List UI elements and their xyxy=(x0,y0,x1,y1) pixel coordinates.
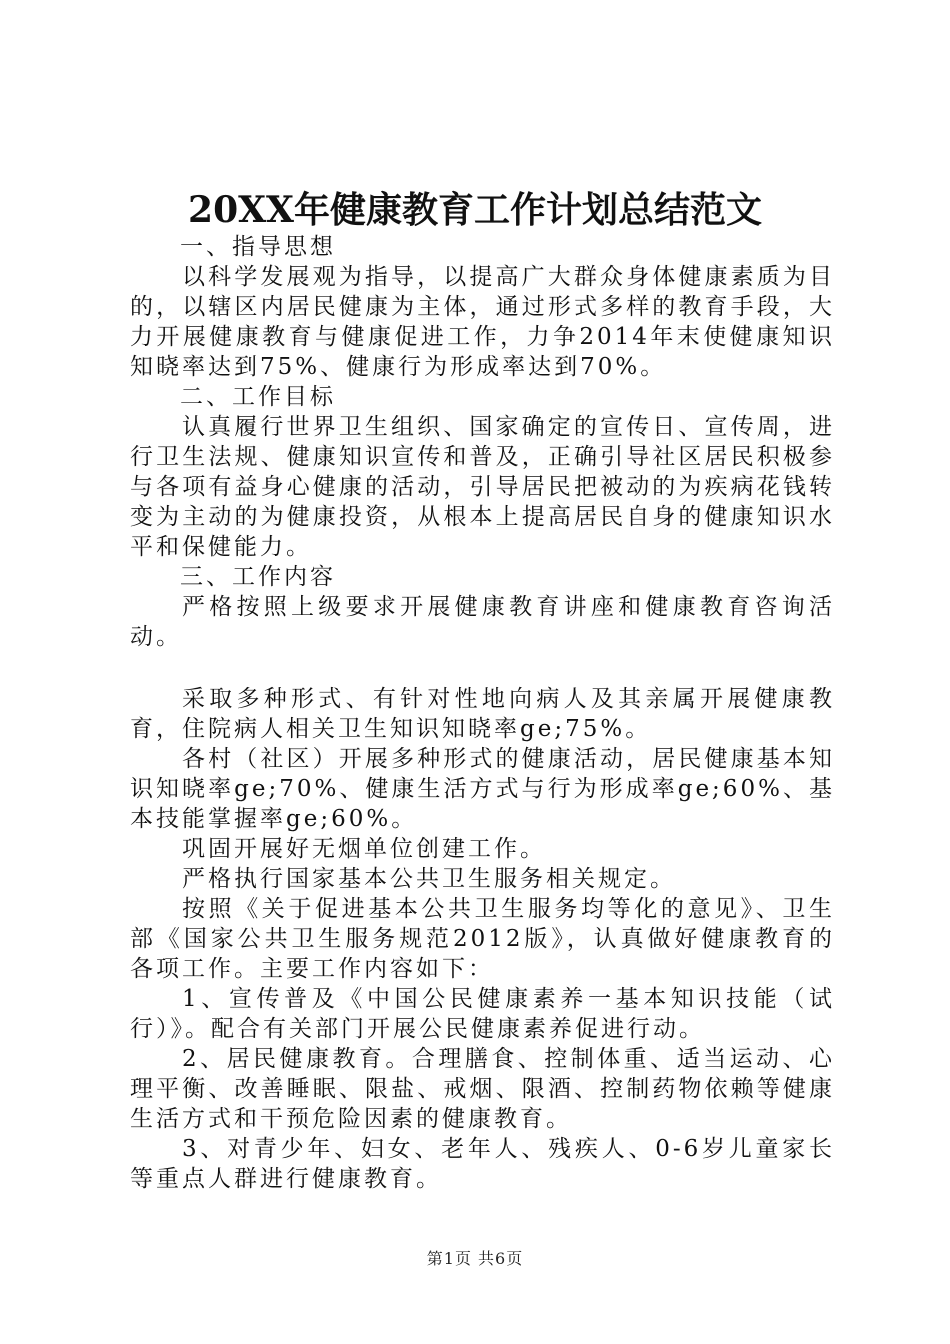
paragraph-work-goals: 认真履行世界卫生组织、国家确定的宣传日、宣传周，进行卫生法规、健康知识宣传和普及，正确引导社区居民积极参与各项有益身心健康的活动，引导居民把被动的为疾病花钱转变为主动的为健康投资，从根本上提高居民自身的健康知识水平和保健能力。 xyxy=(130,414,835,560)
list-item-1: 1、宣传普及《中国公民健康素养一基本知识技能（试行）》。配合有关部门开展公民健康素养促进行动。 xyxy=(130,986,835,1042)
paragraph-lectures: 严格按照上级要求开展健康教育讲座和健康教育咨询活动。 xyxy=(130,594,835,650)
list-item-2: 2、居民健康教育。合理膳食、控制体重、适当运动、心理平衡、改善睡眠、限盐、戒烟、限酒、控制药物依赖等健康生活方式和干预危险因素的健康教育。 xyxy=(130,1046,835,1132)
section-heading-work-goals: 二、工作目标 xyxy=(180,384,336,410)
paragraph-service-standards: 按照《关于促进基本公共卫生服务均等化的意见》、卫生部《国家公共卫生服务规范2012版》，认真做好健康教育的各项工作。主要工作内容如下： xyxy=(130,896,835,982)
paragraph-patient-education: 采取多种形式、有针对性地向病人及其亲属开展健康教育，住院病人相关卫生知识知晓率ge;75%。 xyxy=(130,686,835,742)
document-body xyxy=(130,232,835,1194)
paragraph-smoke-free: 巩固开展好无烟单位创建工作。 xyxy=(182,836,546,862)
document-title: 20XX年健康教育工作计划总结范文 xyxy=(188,189,762,231)
paragraph-regulations: 严格执行国家基本公共卫生服务相关规定。 xyxy=(182,866,676,892)
section-heading-work-content: 三、工作内容 xyxy=(180,564,336,590)
paragraph-village-activities: 各村（社区）开展多种形式的健康活动，居民健康基本知识知晓率ge;70%、健康生活方式与行为形成率ge;60%、基本技能掌握率ge;60%。 xyxy=(130,746,835,832)
section-heading-guiding-thought: 一、指导思想 xyxy=(180,234,336,260)
paragraph-guiding-thought: 以科学发展观为指导，以提高广大群众身体健康素质为目的，以辖区内居民健康为主体，通过形式多样的教育手段，大力开展健康教育与健康促进工作，力争2014年末使健康知识知晓率达到75%、健康行为形成率达到70%。 xyxy=(130,264,835,380)
list-item-3: 3、对青少年、妇女、老年人、残疾人、0-6岁儿童家长等重点人群进行健康教育。 xyxy=(130,1136,835,1192)
blank-line xyxy=(130,652,835,684)
page-footer: 第1页 共6页 xyxy=(426,1249,524,1268)
